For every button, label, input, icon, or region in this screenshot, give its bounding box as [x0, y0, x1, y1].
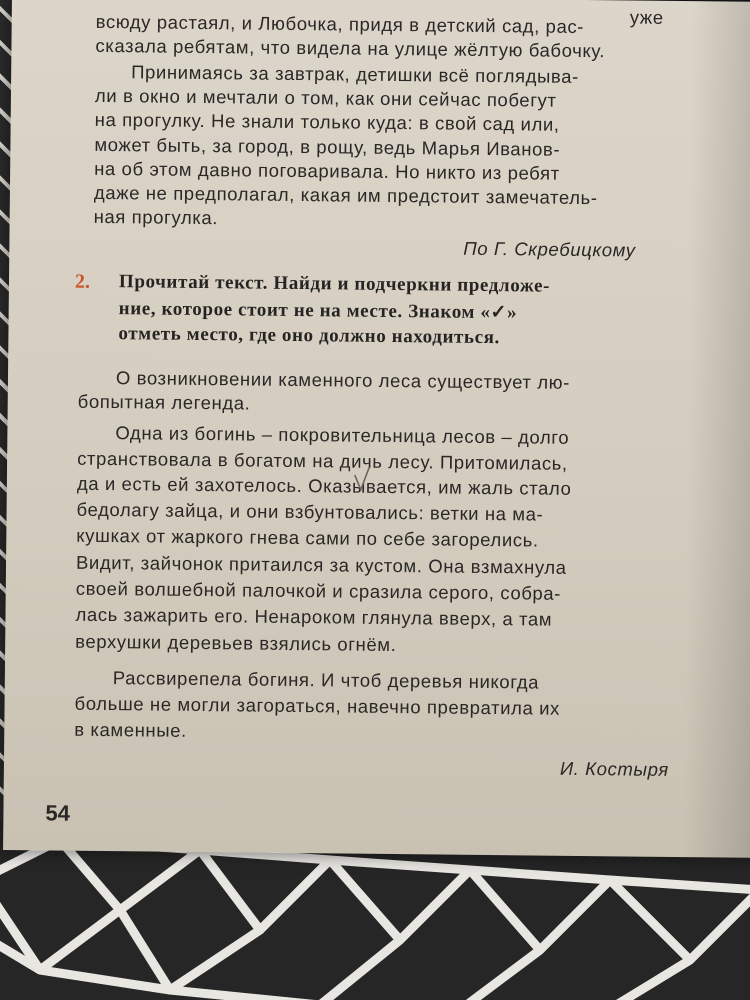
text-line: ли в окно и мечтали о том, как они сейчас побегут — [94, 84, 557, 111]
exercise-number: 2. — [74, 270, 91, 293]
text-line: Видит, зайчонок притаился за кустом. Она взмахнула — [75, 551, 567, 578]
text-line: в каменные. — [74, 718, 187, 741]
text-line: бедолагу зайца, и они взбунтовались: ветки на ма- — [76, 498, 544, 525]
text-line: на об этом давно поговаривала. Но никто из ребят — [94, 157, 560, 184]
legend-author: И. Костыря — [559, 757, 669, 780]
text-line: Одна из богинь – покровительница лесов – долго — [115, 422, 570, 448]
book-page — [3, 0, 750, 858]
text-line: Принимаясь за завтрак, детишки всё поглядыва- — [131, 61, 579, 87]
text-line: всюду растаял, и Любочка, придя в детский сад, рас- — [95, 10, 585, 37]
text-line: О возникновении каменного леса существует лю- — [115, 367, 571, 393]
story-author: По Г. Скребицкому — [463, 237, 636, 261]
exercise-instruction-line: Прочитай текст. Найди и подчеркни предложе- — [118, 271, 551, 297]
text-line: больше не могли загораться, навечно превратила их — [74, 692, 561, 719]
text-line: ная прогулка. — [93, 205, 219, 229]
pencil-checkmark-icon — [353, 466, 371, 492]
text-line: уже — [629, 6, 664, 28]
text-line: лась зажарить его. Ненароком глянула вверх, а там — [75, 603, 553, 630]
text-line: своей волшебной палочкой и сразила серого, собра- — [75, 577, 562, 604]
text-line: Рассвирепела богиня. И чтоб деревья никогда — [112, 667, 540, 693]
exercise-instruction-line: ние, которое стоит не на месте. Знаком «✓» — [118, 298, 518, 324]
text-line: сказала ребятам, что видела на улице жёлтую бабочку. — [95, 34, 606, 62]
text-line: странствовала в богатом на дичь лесу. Притомилась, — [77, 447, 568, 474]
text-line: кушках от жаркого гнева сами по себе загорелись. — [76, 524, 539, 551]
text-line: да и есть ей захотелось. Оказывается, им жаль стало — [76, 472, 572, 499]
exercise-instruction-line: отметь место, где оно должно находиться. — [118, 323, 501, 349]
text-line: верхушки деревьев взялись огнём. — [75, 630, 397, 656]
text-line: даже не предполагал, какая им предстоит замечатель- — [93, 181, 598, 209]
text-line: может быть, за город, в рощу, ведь Марья Иванов- — [94, 133, 561, 160]
text-line: на прогулку. Не знали только куда: в свой сад или, — [94, 108, 560, 135]
text-line: бопытная легенда. — [77, 390, 251, 414]
page-number: 54 — [45, 800, 71, 826]
